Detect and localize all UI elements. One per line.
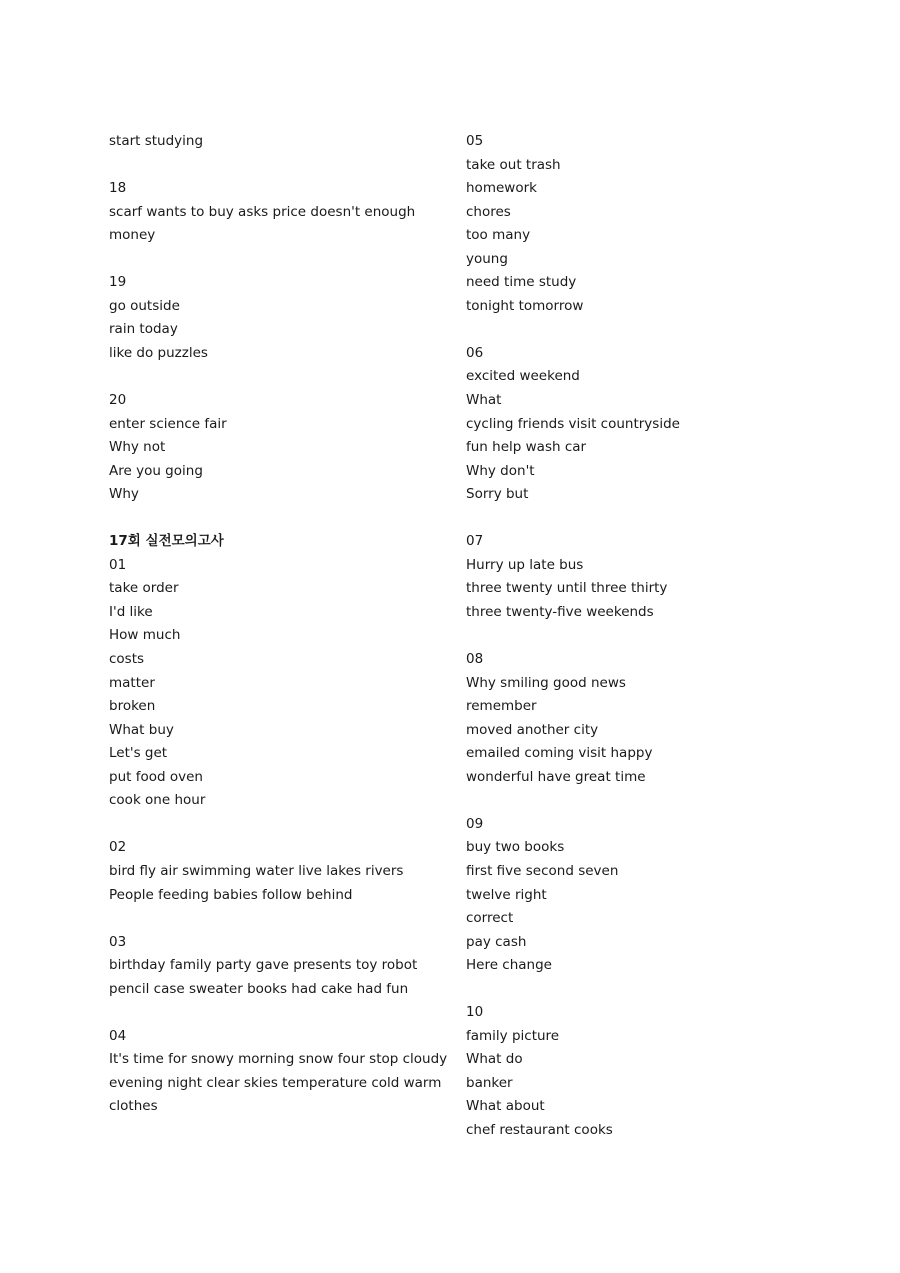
answer-line: Sorry but	[466, 486, 529, 503]
answer-line: first five second seven	[466, 862, 619, 879]
question-number: 19	[109, 274, 127, 291]
answer-line: costs	[109, 651, 145, 668]
answer-line: What buy	[109, 721, 174, 738]
question-number: 07	[466, 533, 484, 550]
question-number: 04	[109, 1027, 127, 1044]
question-number: 08	[466, 651, 484, 668]
answer-line: three twenty until three thirty	[466, 580, 668, 597]
answer-line: What about	[466, 1098, 545, 1115]
answer-line: What	[466, 392, 502, 409]
question-number: 02	[109, 839, 127, 856]
answer-line: rain today	[109, 321, 178, 338]
answer-line: wonderful have great time	[466, 768, 646, 785]
answer-line: put food oven	[109, 768, 203, 785]
question-number: 05	[466, 133, 484, 149]
answer-line: scarf wants to buy asks price doesn't enough money	[109, 203, 416, 244]
answer-line: banker	[466, 1074, 513, 1091]
answer-line: broken	[109, 698, 156, 715]
question-number: 01	[109, 556, 127, 573]
answer-line: chef restaurant cooks	[466, 1121, 613, 1138]
question-number: 20	[109, 392, 127, 409]
answer-line: cook one hour	[109, 792, 206, 809]
answer-line: family picture	[466, 1027, 560, 1044]
left-column	[109, 130, 449, 1119]
question-number: 10	[466, 1004, 484, 1021]
answer-line: need time study	[466, 274, 577, 291]
answer-line: Why	[109, 486, 139, 503]
answer-line: Why don't	[466, 462, 535, 479]
answer-line: Hurry up late bus	[466, 556, 584, 573]
answer-line: homework	[466, 180, 537, 197]
answer-line: enter science fair	[109, 415, 227, 432]
answer-line: like do puzzles	[109, 344, 208, 361]
answer-line: fun help wash car	[466, 439, 587, 456]
answer-line: moved another city	[466, 721, 599, 738]
question-number: 03	[109, 933, 127, 950]
answer-line: Why smiling good news	[466, 674, 626, 691]
answer-line: Let's get	[109, 745, 168, 762]
answer-line: take out trash	[466, 156, 561, 173]
answer-line: matter	[109, 674, 155, 691]
answer-line: birthday family party gave presents toy robot pencil case sweater books had cake had fun	[109, 957, 418, 997]
answer-line: go outside	[109, 297, 180, 314]
answer-line: correct	[466, 910, 514, 927]
answer-line: take order	[109, 580, 179, 597]
answer-line: I'd like	[109, 603, 153, 620]
answer-line: bird fly air swimming water live lakes rivers People feeding babies follow behind	[109, 862, 404, 903]
answer-line: emailed coming visit happy	[466, 745, 653, 762]
answer-line: How much	[109, 627, 181, 644]
question-number: 06	[466, 344, 484, 361]
answer-line: three twenty-five weekends	[466, 603, 654, 620]
right-column	[466, 130, 826, 1143]
answer-line: chores	[466, 203, 511, 220]
answer-line: twelve right	[466, 886, 547, 903]
question-number: 18	[109, 180, 127, 197]
question-number: 09	[466, 815, 484, 832]
answer-line: tonight tomorrow	[466, 297, 584, 314]
answer-line: remember	[466, 698, 537, 715]
answer-line: What do	[466, 1051, 523, 1068]
answer-line: Are you going	[109, 462, 203, 479]
answer-line: young	[466, 250, 508, 267]
answer-line: start studying	[109, 133, 204, 149]
answer-line: It's time for snowy morning snow four stop cloudy evening night clear skies temperature cold warm clothes	[109, 1051, 448, 1115]
answer-line: excited weekend	[466, 368, 580, 385]
answer-line: buy two books	[466, 839, 565, 856]
answer-line: cycling friends visit countryside	[466, 415, 680, 432]
answer-line: Here change	[466, 957, 552, 974]
test-heading: 17회 실전모의고사	[109, 533, 224, 550]
answer-line: too many	[466, 227, 531, 244]
answer-line: Why not	[109, 439, 166, 456]
answer-line: pay cash	[466, 933, 527, 950]
